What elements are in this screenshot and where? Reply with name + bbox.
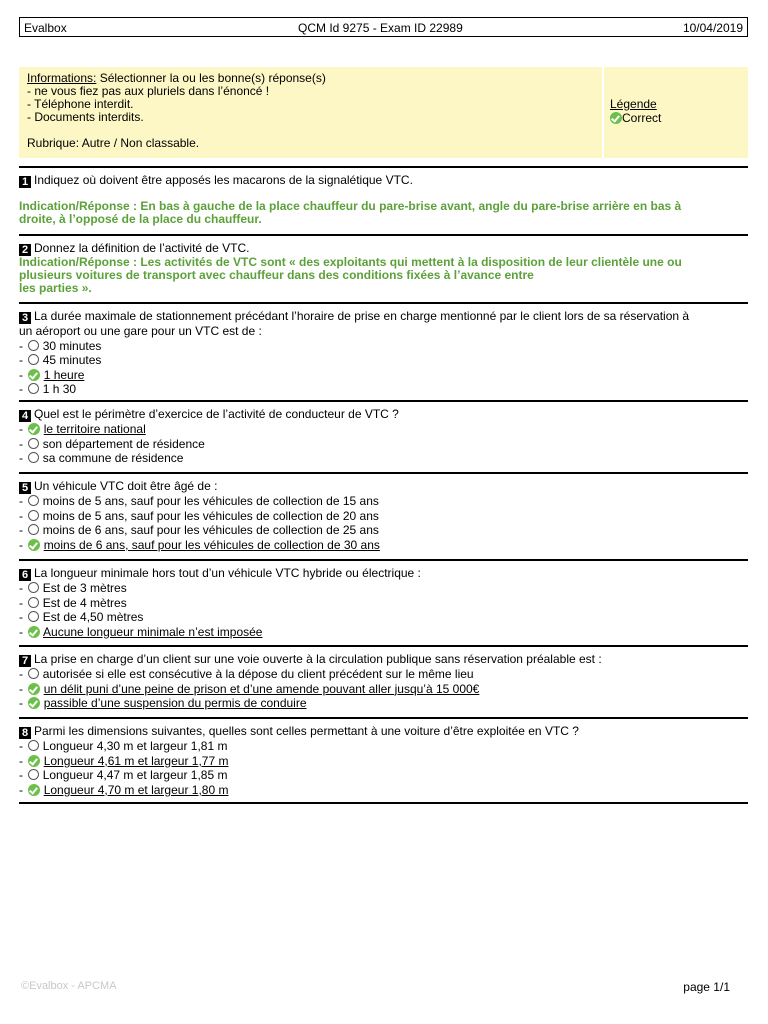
- question-number: 4: [19, 410, 31, 422]
- question-number: 2: [19, 244, 31, 256]
- answer-option-label: moins de 5 ans, sauf pour les véhicules de collection de 20 ans: [42, 508, 379, 523]
- answer-option-label: Est de 4,50 mètres: [42, 610, 144, 625]
- check-icon: [28, 755, 40, 767]
- question-divider: [19, 166, 748, 168]
- check-icon: [28, 626, 40, 638]
- question-number: 1: [19, 176, 31, 188]
- answer-option-label: Est de 3 mètres: [42, 581, 127, 595]
- answer-option-label: son département de résidence: [42, 436, 205, 451]
- answer-option: - sa commune de résidence: [19, 451, 184, 466]
- answer-hint: [19, 256, 748, 295]
- radio-circle-icon: [28, 668, 39, 679]
- answer-option: - Longueur 4,47 m et largeur 1,85 m: [19, 768, 228, 783]
- answer-option: - moins de 6 ans, sauf pour les véhicules de collection de 25 ans: [19, 523, 379, 538]
- question-text: un aéroport ou une gare pour un VTC est de :: [19, 324, 262, 338]
- answer-option: - Longueur 4,61 m et largeur 1,77 m: [19, 753, 229, 768]
- answer-option-label: moins de 5 ans, sauf pour les véhicules de collection de 15 ans: [42, 494, 379, 508]
- footer-copyright: ©Evalbox - APCMA: [21, 980, 117, 992]
- answer-option-label: le territoire national: [43, 422, 146, 436]
- info-line: - Téléphone interdit.: [27, 97, 134, 111]
- question-number: 6: [19, 569, 31, 581]
- header-app-name: Evalbox: [24, 21, 67, 35]
- answer-hint-line: plusieurs voitures de transport avec chauffeur dans des conditions fixées à l’avance entre: [19, 268, 534, 282]
- question-divider: [19, 302, 748, 304]
- header-exam-id: QCM Id 9275 - Exam ID 22989: [298, 21, 463, 35]
- answer-option-label: Longueur 4,47 m et largeur 1,85 m: [42, 768, 228, 783]
- answer-option-label: Est de 4 mètres: [42, 595, 127, 610]
- info-box: [19, 67, 748, 158]
- answer-option-label: sa commune de résidence: [42, 451, 184, 466]
- question-divider: [19, 234, 748, 236]
- info-separator: [602, 67, 604, 158]
- info-line: - ne vous fiez pas aux pluriels dans l’énoncé !: [27, 84, 270, 98]
- question-divider: [19, 717, 748, 719]
- answer-option: - 45 minutes: [19, 353, 102, 368]
- question-text: La prise en charge d’un client sur une voie ouverte à la circulation publique sans réservation préalable est :: [34, 652, 602, 666]
- answer-option-label: autorisée si elle est consécutive à la dépose du client précédent sur le même lieu: [42, 667, 474, 681]
- answer-option-label: Longueur 4,30 m et largeur 1,81 m: [42, 739, 228, 753]
- check-icon: [28, 683, 40, 695]
- answer-option-label: 1 heure: [43, 367, 85, 382]
- answer-option: - 30 minutes: [19, 338, 102, 353]
- answer-option-label: Aucune longueur minimale n’est imposée: [43, 624, 263, 639]
- radio-circle-icon: [28, 452, 39, 463]
- answer-option-label: Longueur 4,70 m et largeur 1,80 m: [43, 782, 229, 797]
- question-text: La durée maximale de stationnement précédant l’horaire de prise en charge mentionné par le client lors de sa réservation à: [34, 309, 690, 323]
- answer-option: - le territoire national: [19, 422, 146, 436]
- radio-circle-icon: [28, 740, 39, 751]
- answer-option: - moins de 5 ans, sauf pour les véhicules de collection de 15 ans: [19, 494, 379, 508]
- answer-option-label: 30 minutes: [42, 338, 102, 353]
- answer-hint-line: Indication/Réponse : En bas à gauche de la place chauffeur du pare-brise avant, angle du pare-brise arrière en bas à: [19, 199, 682, 213]
- check-icon: [28, 423, 40, 435]
- answer-option-label: passible d’une suspension du permis de conduire: [43, 696, 307, 711]
- answer-option: - Longueur 4,30 m et largeur 1,81 m: [19, 739, 228, 753]
- question-divider: [19, 645, 748, 647]
- radio-circle-icon: [28, 597, 39, 608]
- answer-hint-line: droite, à l’opposé de la place du chauffeur.: [19, 212, 262, 226]
- answer-option: - Aucune longueur minimale n’est imposée: [19, 624, 263, 639]
- info-rubrique: Rubrique: Autre / Non classable.: [27, 136, 200, 150]
- answer-option-label: moins de 6 ans, sauf pour les véhicules de collection de 25 ans: [42, 523, 379, 538]
- question-number: 7: [19, 655, 31, 667]
- radio-circle-icon: [28, 340, 39, 351]
- check-icon: [28, 784, 40, 796]
- footer-page-number: page 1/1: [683, 980, 730, 994]
- answer-hint-line: les parties ».: [19, 281, 92, 295]
- legend-title: Légende: [610, 97, 657, 111]
- answer-option-label: Longueur 4,61 m et largeur 1,77 m: [43, 753, 229, 768]
- answer-option-label: un délit puni d’une peine de prison et d’une amende pouvant aller jusqu’à 15 000€: [43, 681, 480, 696]
- question-divider: [19, 400, 748, 402]
- answer-option-label: 1 h 30: [42, 382, 77, 397]
- answer-option: - moins de 6 ans, sauf pour les véhicules de collection de 30 ans: [19, 537, 380, 552]
- radio-circle-icon: [28, 438, 39, 449]
- radio-circle-icon: [28, 354, 39, 365]
- radio-circle-icon: [28, 524, 39, 535]
- radio-circle-icon: [28, 769, 39, 780]
- question-text: Un véhicule VTC doit être âgé de :: [34, 479, 218, 493]
- header-date: 10/04/2019: [682, 21, 743, 35]
- answer-option: - Est de 4,50 mètres: [19, 610, 144, 625]
- question-divider: [19, 472, 748, 474]
- radio-circle-icon: [28, 510, 39, 521]
- answer-option: - un délit puni d’une peine de prison et d’une amende pouvant aller jusqu’à 15 000€: [19, 681, 480, 696]
- answer-option-label: 45 minutes: [42, 353, 102, 368]
- answer-option: - passible d’une suspension du permis de conduire: [19, 696, 307, 711]
- info-instruction: Sélectionner la ou les bonne(s) réponse(s): [96, 71, 326, 85]
- page-header: [19, 17, 748, 37]
- answer-option: - autorisée si elle est consécutive à la dépose du client précédent sur le même lieu: [19, 667, 474, 681]
- answer-option: - son département de résidence: [19, 436, 205, 451]
- check-icon: [28, 369, 40, 381]
- radio-circle-icon: [28, 582, 39, 593]
- check-icon: [28, 539, 40, 551]
- check-icon: [610, 112, 622, 124]
- radio-circle-icon: [28, 611, 39, 622]
- question-text: Parmi les dimensions suivantes, quelles sont celles permettant à une voiture d’être exploitée en VTC ?: [34, 724, 579, 738]
- answer-option: - Est de 3 mètres: [19, 581, 127, 595]
- info-label: Informations:: [27, 71, 97, 85]
- question-divider: [19, 802, 748, 804]
- question-number: 8: [19, 727, 31, 739]
- question-divider: [19, 559, 748, 561]
- radio-circle-icon: [28, 383, 39, 394]
- answer-option: - Est de 4 mètres: [19, 595, 127, 610]
- radio-circle-icon: [28, 495, 39, 506]
- info-line: - Documents interdits.: [27, 110, 144, 124]
- answer-option-label: moins de 6 ans, sauf pour les véhicules de collection de 30 ans: [43, 537, 380, 552]
- answer-option: - 1 heure: [19, 367, 85, 382]
- answer-option: - 1 h 30: [19, 382, 77, 397]
- check-icon: [28, 697, 40, 709]
- answer-option: - Longueur 4,70 m et largeur 1,80 m: [19, 782, 229, 797]
- answer-hint-line: Indication/Réponse : Les activités de VTC sont « des exploitants qui mettent à la disposition de leur clientèle une ou: [19, 255, 682, 269]
- question-number: 3: [19, 312, 31, 324]
- question-text: Donnez la définition de l’activité de VTC.: [34, 241, 250, 255]
- question-text: La longueur minimale hors tout d’un véhicule VTC hybride ou électrique :: [34, 566, 421, 580]
- answer-hint: [19, 200, 748, 226]
- question-number: 5: [19, 482, 31, 494]
- question-text: Indiquez où doivent être apposés les macarons de la signalétique VTC.: [34, 173, 413, 187]
- answer-option: - moins de 5 ans, sauf pour les véhicules de collection de 20 ans: [19, 508, 379, 523]
- info-main: [27, 72, 326, 150]
- legend-correct-label: Correct: [622, 111, 662, 125]
- legend: [610, 97, 661, 125]
- question-text: Quel est le périmètre d’exercice de l’activité de conducteur de VTC ?: [34, 407, 399, 421]
